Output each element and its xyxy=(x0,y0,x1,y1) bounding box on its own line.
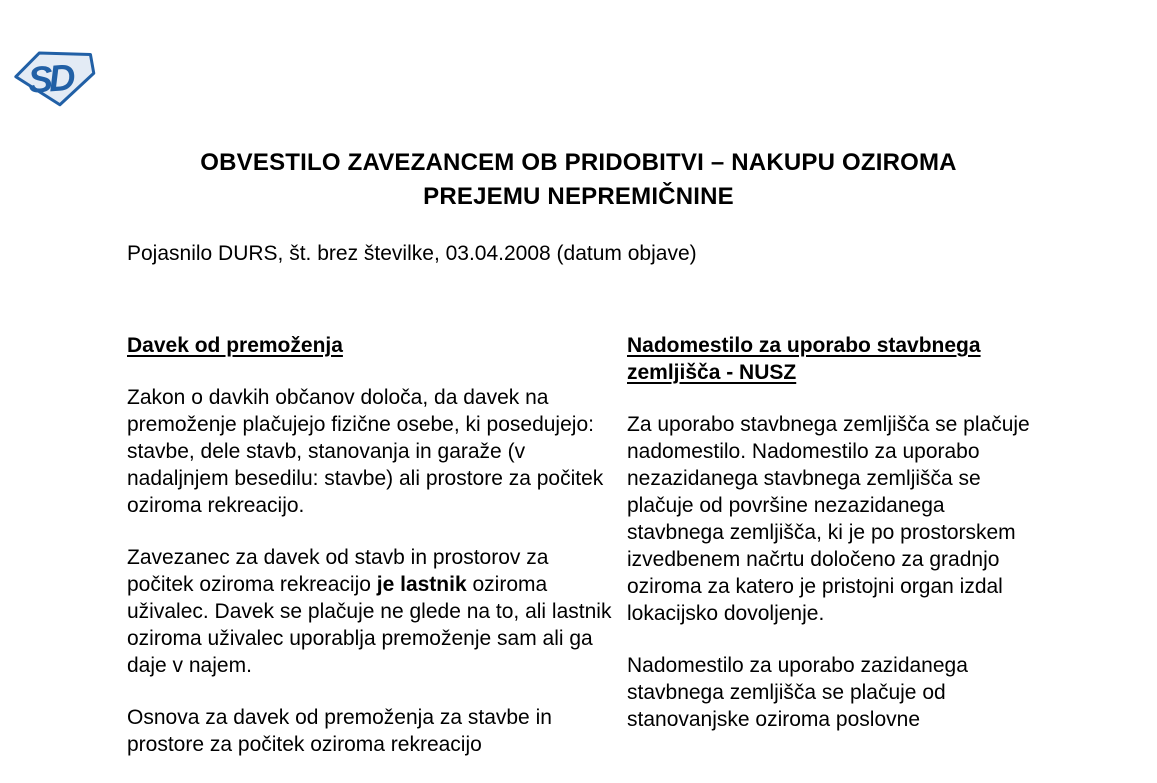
right-column-paragraph-1: Za uporabo stavbnega zemljišča se plačuje nadomestilo. Nadomestilo za uporabo nezazidanega stavbnega zemljišča se plačuje od površine nezazidanega stavbnega zemljišča, ki je po prostorskem izvedbenem načrtu določeno za gradnjo oziroma za katero je pristojni organ izdal lokacijsko dovoljenje. xyxy=(627,413,1030,625)
paragraph-bold-text: je lastnik xyxy=(376,573,467,596)
right-column xyxy=(627,332,1037,758)
right-column-paragraph-2: Nadomestilo za uporabo zazidanega stavbnega zemljišča se plačuje od stanovanjske oziroma poslovne xyxy=(627,654,968,731)
paragraph-text: Zavezanec za davek od stavb in prostorov za počitek oziroma rekreacijo xyxy=(127,546,549,596)
paragraph-text: oziroma uživalec. Davek se plačuje ne glede na to, ali lastnik oziroma uživalec uporablja premoženje sam ali ga daje v najem. xyxy=(127,573,612,677)
document-title-line2: PREJEMU NEPREMIČNINE xyxy=(423,183,734,210)
document-title-line1: OBVESTILO ZAVEZANCEM OB PRIDOBITVI – NAKUPU OZIROMA xyxy=(200,149,957,176)
right-column-heading: Nadomestilo za uporabo stavbnega zemljišča - NUSZ xyxy=(627,334,981,384)
document-title xyxy=(0,146,1157,214)
left-column-heading: Davek od premoženja xyxy=(127,334,343,357)
left-column xyxy=(127,332,613,783)
sd-logo-icon xyxy=(13,48,97,108)
sd-logo-letters: SD xyxy=(26,56,73,101)
document-subtitle: Pojasnilo DURS, št. brez številke, 03.04.2008 (datum objave) xyxy=(127,242,697,265)
left-column-paragraph-1: Zakon o davkih občanov določa, da davek na premoženje plačujejo fizične osebe, ki posedujejo: stavbe, dele stavb, stanovanja in garaže (v nadaljnjem besedilu: stavbe) ali prostore za počitek oziroma rekreacijo. xyxy=(127,386,604,517)
left-column-paragraph-2 xyxy=(127,544,613,679)
left-column-paragraph-3: Osnova za davek od premoženja za stavbe in prostore za počitek oziroma rekreacijo xyxy=(127,706,552,756)
sd-logo-shield xyxy=(13,48,97,108)
